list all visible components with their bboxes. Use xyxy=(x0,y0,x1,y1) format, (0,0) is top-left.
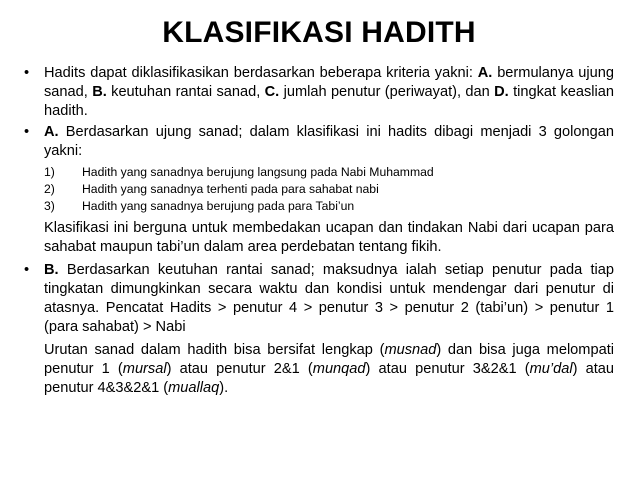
criteria-c-label: C. xyxy=(264,84,280,100)
criteria-c-text: jumlah penutur (periwayat), dan xyxy=(279,84,495,100)
section-b-label: B. xyxy=(44,262,59,278)
section-a-text: Berdasarkan ujung sanad; dalam klasifikasi ini hadits dibagi menjadi 3 golongan yakni: xyxy=(44,124,614,159)
note-part: ) atau penutur 3&2&1 ( xyxy=(365,361,530,377)
slide-content xyxy=(22,64,614,402)
list-item-number: 2) xyxy=(44,182,55,196)
slide-title: KLASIFIKASI HADITH xyxy=(162,16,476,49)
bullet-keutuhan-sanad xyxy=(22,261,614,337)
list-item-text: Hadith yang sanadnya berujung pada para Tabi’un xyxy=(82,199,355,213)
list-item xyxy=(44,181,614,198)
list-item-number: 1) xyxy=(44,165,55,179)
bullet-ujung-sanad xyxy=(22,123,614,161)
keutuhan-sanad-note xyxy=(22,341,614,398)
bullet-criteria xyxy=(22,64,614,121)
bullet-icon: • xyxy=(24,65,30,81)
list-item xyxy=(44,164,614,181)
criteria-a-label: A. xyxy=(477,65,493,81)
note-part: ) atau penutur 4&3&2&1 ( xyxy=(44,361,614,396)
criteria-b-label: B. xyxy=(92,84,107,100)
term-munqad: munqad xyxy=(312,361,366,377)
criteria-d-label: D. xyxy=(494,84,509,100)
section-b-text: Berdasarkan keutuhan rantai sanad; maksudnya ialah setiap penutur pada tiap tingkatan dimungkinkan secara waktu dan kondisi untuk mendengar dari penutur di atasnya. Pencatat Hadits > penutur 4 > penutur 3 > penutur 2 (tabi’un) > penutur 1 (para sahabat) > Nabi xyxy=(44,262,614,335)
ujung-sanad-note: Klasifikasi ini berguna untuk membedakan ucapan dan tindakan Nabi dari ucapan para sahabat maupun tabi’un dalam area perdebatan tentang fikih. xyxy=(44,220,614,255)
criteria-d-text: tingkat keaslian hadith. xyxy=(44,84,614,119)
term-musnad: musnad xyxy=(384,342,437,358)
ujung-sanad-list xyxy=(22,164,614,215)
note-part: ). xyxy=(219,380,229,396)
bullet-icon: • xyxy=(24,262,30,278)
term-mursal: mursal xyxy=(122,361,167,377)
note-part: ) dan bisa juga melompati penutur 1 ( xyxy=(44,342,614,377)
list-item-text: Hadith yang sanadnya terhenti pada para sahabat nabi xyxy=(82,182,379,196)
list-item xyxy=(44,198,614,215)
bullet-icon: • xyxy=(24,124,30,140)
list-item-text: Hadith yang sanadnya berujung langsung pada Nabi Muhammad xyxy=(82,165,434,179)
note-part: Urutan sanad dalam hadith bisa bersifat lengkap ( xyxy=(44,342,385,358)
term-muallaq: muallaq xyxy=(168,380,220,396)
section-a-label: A. xyxy=(44,124,59,140)
note-part: ) atau penutur 2&1 ( xyxy=(166,361,313,377)
criteria-b-text: keutuhan rantai sanad, xyxy=(106,84,265,100)
criteria-a-text: bermulanya ujung sanad, xyxy=(44,65,614,100)
list-item-number: 3) xyxy=(44,199,55,213)
criteria-intro: Hadits dapat diklasifikasikan berdasarkan beberapa kriteria yakni: xyxy=(44,65,478,81)
term-mudal: mu’dal xyxy=(529,361,573,377)
